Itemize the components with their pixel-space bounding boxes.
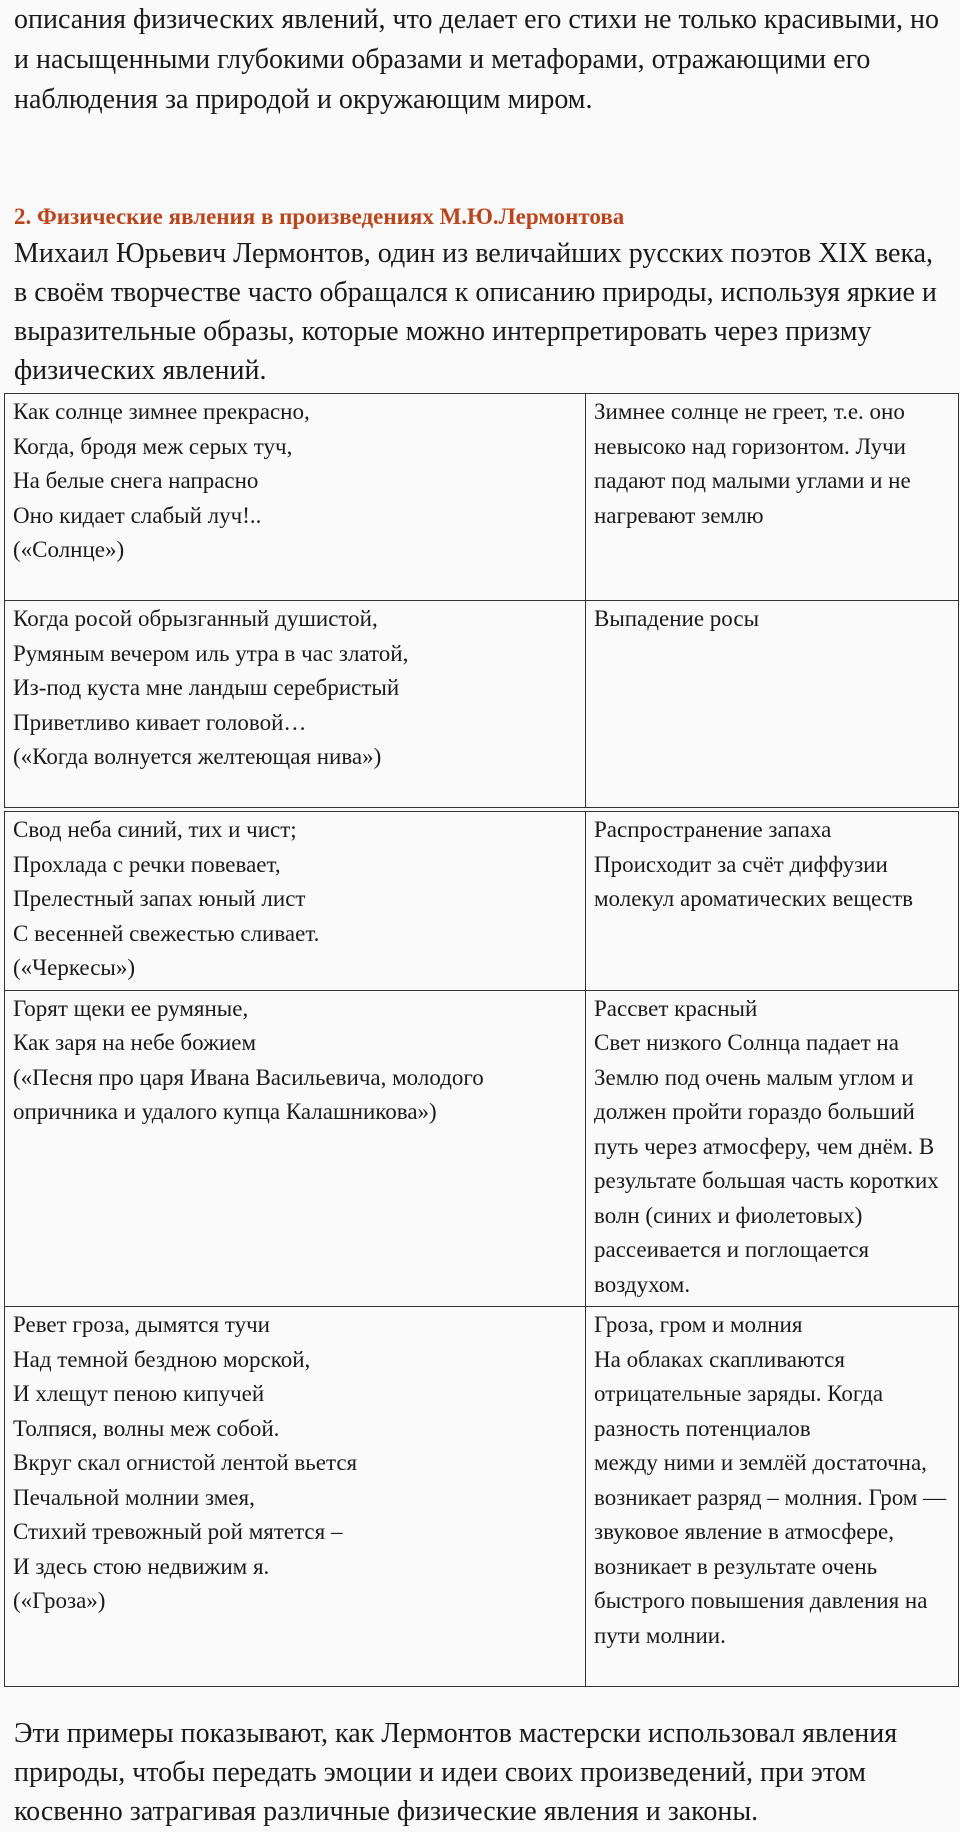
poem-cell: Свод неба синий, тих и чист; Прохлада с речки повевает, Прелестный запах юный лист С весенней свежестью сливает. («Черкесы») [5, 812, 586, 991]
intro-paragraph: описания физических явлений, что делает его стихи не только красивыми, но и насыщенными глубокими образами и метафорами, отражающими его наблюдения за природой и окружающим миром. [14, 4, 940, 115]
lead-paragraph: Михаил Юрьевич Лермонтов, один из величайших русских поэтов XIX века, в своём творчестве часто обращался к описанию природы, используя яркие и выразительные образы, которые можно интерпретировать через призму физических явлений. [14, 238, 937, 386]
explanation-cell: Гроза, гром и молния На облаках скапливаются отрицательные заряды. Когда разность потенциалов между ними и землёй достаточна, возникает разряд – молния. Гром — звуковое явление в атмосфере, возникает в результате очень быстрого повышения давления на пути молнии. [586, 1307, 959, 1687]
poem-cell: Как солнце зимнее прекрасно, Когда, бродя меж серых туч, На белые снега напрасно Оно кидает слабый луч!.. («Солнце») [5, 394, 586, 601]
poem-cell: Ревет гроза, дымятся тучи Над темной бездною морской, И хлещут пеною кипучей Толпяся, волны меж собой. Вкруг скал огнистой лентой вьется Печальной молнии змея, Стихий тревожный рой мятется – И здесь стою недвижим я. («Гроза») [5, 1307, 586, 1687]
table-row [5, 601, 959, 808]
table-row [5, 990, 959, 1307]
table-row [5, 1307, 959, 1687]
explanation-cell: Зимнее солнце не греет, т.е. оно невысоко над горизонтом. Лучи падают под малыми углами и не нагревают землю [586, 394, 959, 601]
table-row [5, 812, 959, 991]
explanation-cell: Распространение запаха Происходит за счёт диффузии молекул ароматических веществ [586, 812, 959, 991]
section-heading: 2. Физические явления в произведениях М.Ю.Лермонтова [14, 204, 625, 229]
poems-table-2 [4, 811, 959, 1687]
explanation-cell: Рассвет красный Свет низкого Солнца падает на Землю под очень малым углом и должен пройти гораздо больший путь через атмосферу, чем днём. В результате большая часть коротких волн (синих и фиолетовых) рассеивается и поглощается воздухом. [586, 990, 959, 1307]
poem-cell: Горят щеки ее румяные, Как заря на небе божием («Песня про царя Ивана Васильевича, молодого опричника и удалого купца Калашникова») [5, 990, 586, 1307]
poem-cell: Когда росой обрызганный душистой, Румяным вечером иль утра в час златой, Из-под куста мне ландыш серебристый Приветливо кивает головой… («Когда волнуется желтеющая нива») [5, 601, 586, 808]
explanation-cell: Выпадение росы [586, 601, 959, 808]
conclusion-paragraph: Эти примеры показывают, как Лермонтов мастерски использовал явления природы, чтобы передать эмоции и идеи своих произведений, при этом косвенно затрагивая различные физические явления и законы. [14, 1718, 898, 1827]
table-row [5, 394, 959, 601]
poems-table-1 [4, 393, 959, 808]
